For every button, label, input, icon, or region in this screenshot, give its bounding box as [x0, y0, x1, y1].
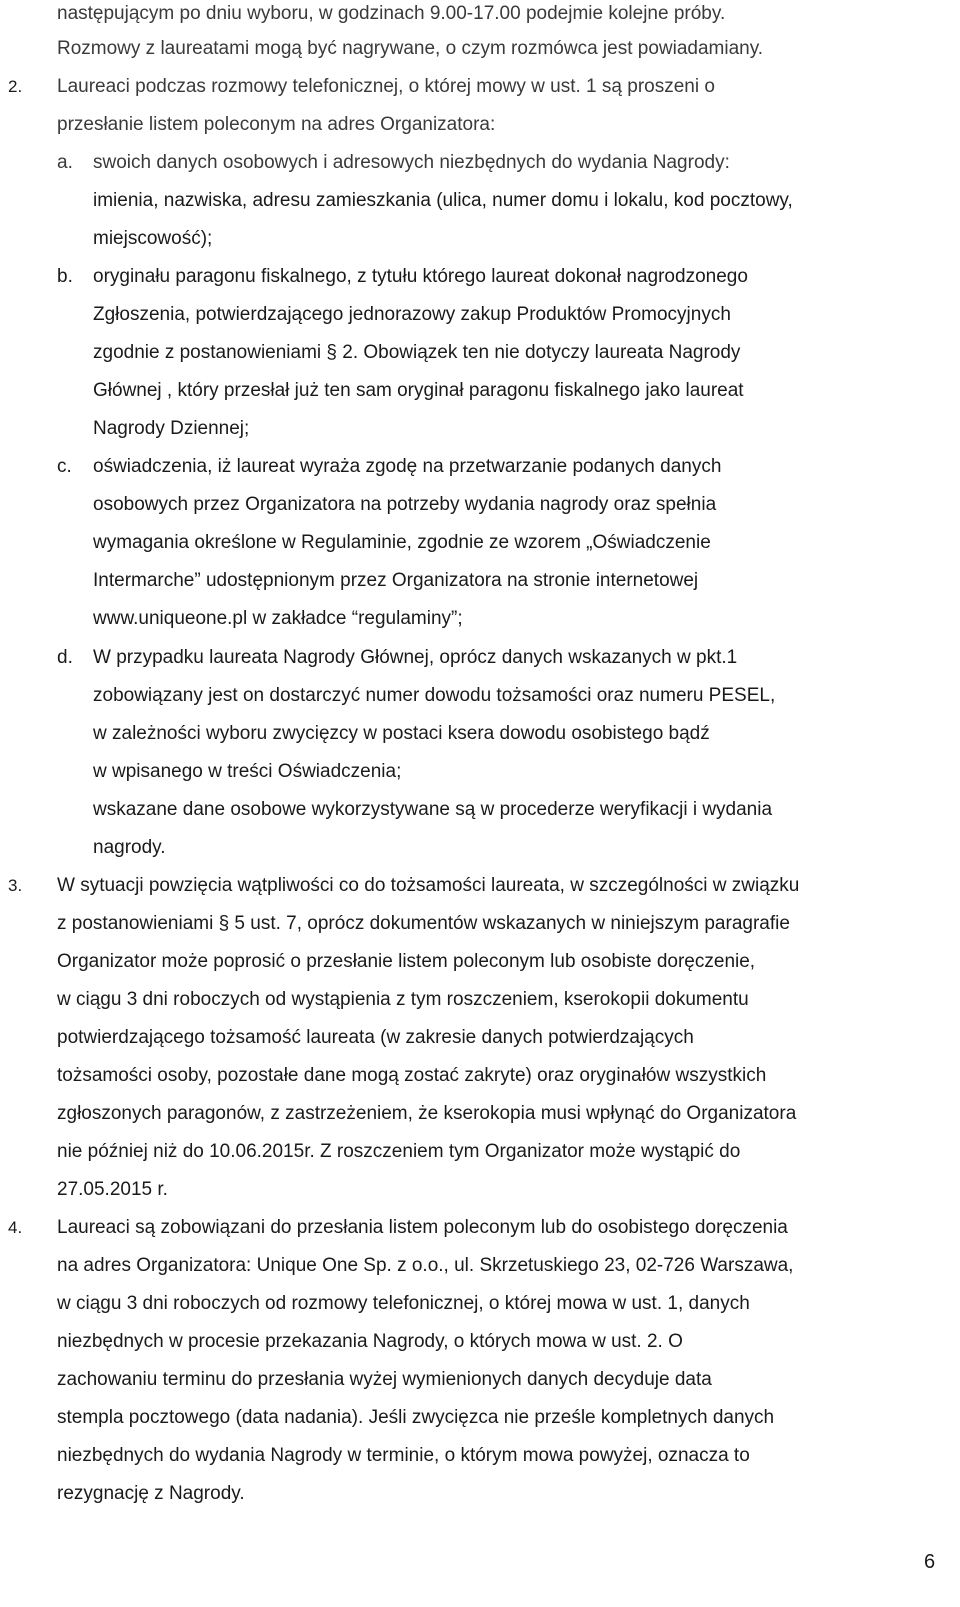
- item3-line: Organizator może poprosić o przesłanie listem poleconym lub osobiste doręczenie,: [57, 951, 756, 972]
- subitem-d-line: nagrody.: [93, 837, 166, 858]
- item3-line: potwierdzającego tożsamość laureata (w zakresie danych potwierdzających: [57, 1027, 694, 1048]
- subitem-c-line: Intermarche” udostępnionym przez Organizatora na stronie internetowej: [93, 570, 699, 591]
- item2-line: przesłanie listem poleconym na adres Organizatora:: [57, 114, 496, 135]
- subitem-label: c.: [57, 456, 72, 477]
- item3-line: z postanowieniami § 5 ust. 7, oprócz dokumentów wskazanych w niniejszym paragrafie: [57, 913, 790, 934]
- subitem-c-line: oświadczenia, iż laureat wyraża zgodę na przetwarzanie podanych danych: [93, 456, 722, 477]
- subitem-b-line: Nagrody Dziennej;: [93, 418, 250, 439]
- item4-line: stempla pocztowego (data nadania). Jeśli zwycięzca nie prześle kompletnych danych: [57, 1407, 775, 1428]
- item4-line: na adres Organizatora: Unique One Sp. z o.o., ul. Skrzetuskiego 23, 02-726 Warszawa,: [57, 1255, 794, 1276]
- subitem-b-line: Głównej , który przesłał już ten sam oryginał paragonu fiskalnego jako laureat: [93, 380, 744, 401]
- subitem-a-line: imienia, nazwiska, adresu zamieszkania (ulica, numer domu i lokalu, kod pocztowy,: [93, 190, 793, 211]
- item3-line: nie później niż do 10.06.2015r. Z roszczeniem tym Organizator może wystąpić do: [57, 1141, 741, 1162]
- subitem-c-line: osobowych przez Organizatora na potrzeby wydania nagrody oraz spełnia: [93, 494, 717, 515]
- item3-line: tożsamości osoby, pozostałe dane mogą zostać zakryte) oraz oryginałów wszystkich: [57, 1065, 767, 1086]
- item-number: 4.: [8, 1218, 23, 1237]
- item4-line: niezbędnych do wydania Nagrody w terminie, o którym mowa powyżej, oznacza to: [57, 1445, 750, 1466]
- item3-line: w ciągu 3 dni roboczych od wystąpienia z tym roszczeniem, kserokopii dokumentu: [57, 989, 749, 1010]
- item2-line: Laureaci podczas rozmowy telefonicznej, o której mowy w ust. 1 są proszeni o: [57, 76, 715, 97]
- subitem-c-line: www.uniqueone.pl w zakładce “regulaminy”;: [93, 608, 463, 629]
- subitem-d-line: w zależności wyboru zwycięzcy w postaci ksera dowodu osobistego bądź: [93, 723, 710, 744]
- subitem-b-line: oryginału paragonu fiskalnego, z tytułu którego laureat dokonał nagrodzonego: [93, 266, 748, 287]
- item4-line: Laureaci są zobowiązani do przesłania listem poleconym lub do osobistego doręczenia: [57, 1217, 788, 1238]
- subitem-a-line: swoich danych osobowych i adresowych niezbędnych do wydania Nagrody:: [93, 152, 730, 173]
- subitem-a-line: miejscowość);: [93, 228, 213, 249]
- subitem-d-line: W przypadku laureata Nagrody Głównej, oprócz danych wskazanych w pkt.1: [93, 647, 738, 668]
- page-number: 6: [924, 1551, 936, 1573]
- subitem-b-line: Zgłoszenia, potwierdzającego jednorazowy zakup Produktów Promocyjnych: [93, 304, 731, 325]
- item4-line: niezbędnych w procesie przekazania Nagrody, o których mowa w ust. 2. O: [57, 1331, 683, 1352]
- intro-line: Rozmowy z laureatami mogą być nagrywane, o czym rozmówca jest powiadamiany.: [57, 38, 764, 59]
- subitem-label: a.: [57, 152, 73, 173]
- subitem-label: d.: [57, 647, 73, 668]
- subitem-d-line: zobowiązany jest on dostarczyć numer dowodu tożsamości oraz numeru PESEL,: [93, 685, 776, 706]
- item-number: 2.: [8, 77, 23, 96]
- subitem-b-line: zgodnie z postanowieniami § 2. Obowiązek ten nie dotyczy laureata Nagrody: [93, 342, 741, 363]
- item-number: 3.: [8, 876, 23, 895]
- subitem-d-line: wskazane dane osobowe wykorzystywane są w procederze weryfikacji i wydania: [93, 799, 773, 820]
- subitem-label: b.: [57, 266, 73, 287]
- item4-line: rezygnację z Nagrody.: [57, 1483, 245, 1504]
- subitem-d-line: w wpisanego w treści Oświadczenia;: [93, 761, 402, 782]
- item3-line: W sytuacji powzięcia wątpliwości co do tożsamości laureata, w szczególności w związku: [57, 875, 800, 896]
- item3-line: 27.05.2015 r.: [57, 1179, 168, 1200]
- item4-line: w ciągu 3 dni roboczych od rozmowy telefonicznej, o której mowa w ust. 1, danych: [57, 1293, 750, 1314]
- item4-line: zachowaniu terminu do przesłania wyżej wymienionych danych decyduje data: [57, 1369, 712, 1390]
- intro-line: następującym po dniu wyboru, w godzinach 9.00-17.00 podejmie kolejne próby.: [57, 3, 726, 24]
- item3-line: zgłoszonych paragonów, z zastrzeżeniem, że kserokopia musi wpłynąć do Organizatora: [57, 1103, 797, 1124]
- subitem-c-line: wymagania określone w Regulaminie, zgodnie ze wzorem „Oświadczenie: [93, 532, 711, 553]
